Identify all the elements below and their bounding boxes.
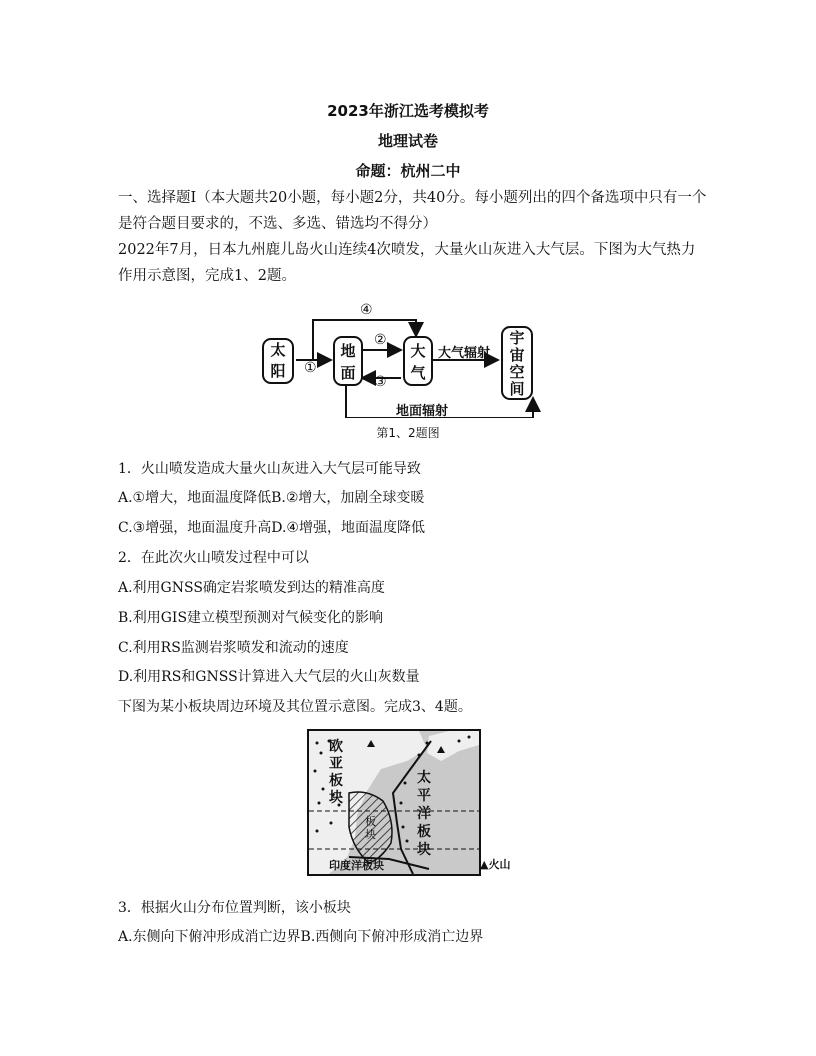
figure1-caption: 第1、2题图 — [376, 426, 440, 440]
marker-1: ① — [304, 360, 317, 376]
exam-subtitle: 地理试卷 — [377, 132, 438, 150]
marker-2: ② — [374, 332, 387, 348]
q1-options-ab: A.①增大，地面温度降低B.②增大，加剧全球变暖 — [118, 490, 425, 506]
section-intro: 一、选择题Ⅰ（本大题共20小题，每小题2分，共40分。每小题列出的四个备选项中只有一个是符合题目要求的，不选、多选、错选均不得分） — [118, 190, 707, 232]
eurasia-plate-label: 欧亚板块 — [329, 739, 343, 806]
marker-3: ③ — [374, 374, 387, 390]
exam-author: 命题：杭州二中 — [355, 162, 461, 180]
small-plate-label: 板块 — [365, 815, 376, 841]
volcano-legend: ▲火山 — [480, 858, 511, 871]
q2-option-d: D.利用RS和GNSS计算进入大气层的火山灰数量 — [118, 669, 420, 685]
atmosphere-label: 大气 — [410, 342, 426, 382]
q3-stem: 3．根据火山分布位置判断，该小板块 — [118, 900, 351, 916]
atmosphere-heat-diagram — [258, 298, 543, 418]
indian-ocean-plate-label: 印度洋板块 — [329, 859, 384, 872]
atm-radiation-label: 大气辐射 — [438, 346, 491, 361]
q1-options-cd: C.③增强，地面温度升高D.④增强，地面温度降低 — [118, 520, 425, 536]
q2-option-a: A.利用GNSS确定岩浆喷发到达的精准高度 — [118, 580, 385, 596]
passage-2: 下图为某小板块周边环境及其位置示意图。完成3、4题。 — [118, 699, 472, 715]
q3-options-ab: A.东侧向下俯冲形成消亡边界B.西侧向下俯冲形成消亡边界 — [118, 929, 484, 945]
space-box — [501, 326, 533, 400]
ground-label: 地面 — [340, 342, 356, 382]
space-label: 宇宙空间 — [509, 329, 525, 398]
q2-option-c: C.利用RS监测岩浆喷发和流动的速度 — [118, 640, 349, 656]
marker-4: ④ — [360, 302, 373, 318]
pacific-plate-label: 太平洋板块 — [417, 770, 431, 858]
atmosphere-box — [403, 336, 433, 386]
ground-radiation-label: 地面辐射 — [396, 404, 449, 419]
plate-map — [307, 729, 481, 876]
passage-1: 2022年7月，日本九州鹿儿岛火山连续4次喷发，大量火山灰进入大气层。下图为大气热力作用示意图，完成1、2题。 — [118, 242, 696, 284]
q1-stem: 1．火山喷发造成大量火山灰进入大气层可能导致 — [118, 461, 421, 477]
q2-option-b: B.利用GIS建立模型预测对气候变化的影响 — [118, 610, 384, 626]
exam-title: 2023年浙江选考模拟考 — [327, 102, 489, 120]
ground-box — [333, 336, 363, 386]
sun-label: 太阳 — [270, 341, 286, 380]
sun-box — [262, 338, 294, 384]
q2-stem: 2．在此次火山喷发过程中可以 — [118, 550, 309, 566]
